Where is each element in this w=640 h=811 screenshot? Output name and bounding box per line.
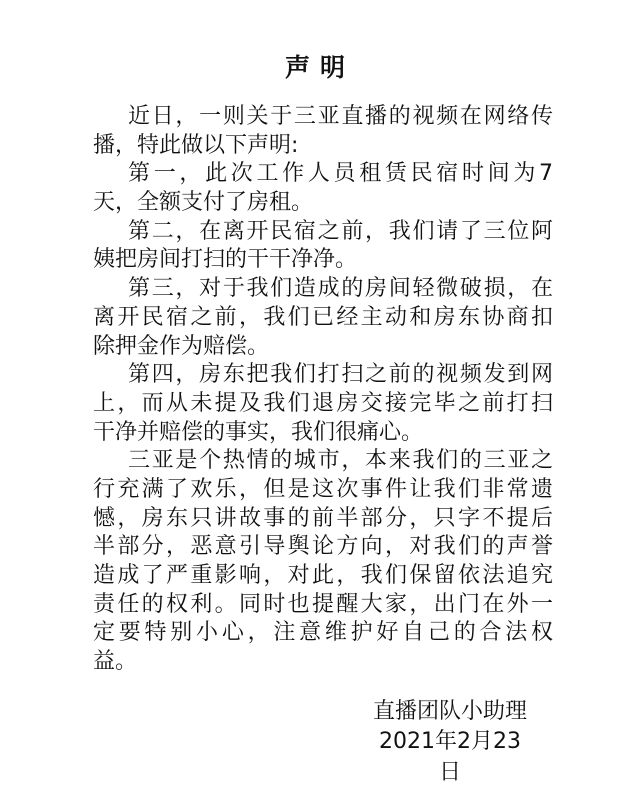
signature-name: 直播团队小助理	[372, 699, 527, 724]
text-line: 责任的权利。同时也提醒大家，出门在外一	[93, 591, 553, 617]
text-line: 播，特此做以下声明:	[93, 132, 299, 158]
document-title: 声明	[284, 53, 355, 82]
text-line: 除押金作为赔偿。	[93, 333, 270, 359]
text-line: 近日，一则关于三亚直播的视频在网络传	[128, 104, 553, 129]
text-line: 干净并赔偿的事实，我们很痛心。	[93, 419, 424, 445]
text-line: 第四，房东把我们打扫之前的视频发到网	[128, 362, 553, 388]
text-line: 上，而从未提及我们退房交接完毕之前打扫	[93, 390, 553, 416]
text-line: 益。	[93, 649, 138, 675]
text-line: 定要特别小心，注意维护好自己的合法权	[93, 620, 553, 646]
text-line: 半部分，恶意引导舆论方向，对我们的声誉	[93, 534, 553, 560]
text-line: 天，全额支付了房租。	[93, 190, 314, 216]
text-line: 离开民宿之前，我们已经主动和房东协商扣	[93, 304, 553, 330]
text-line: 造成了严重影响，对此，我们保留依法追究	[93, 563, 553, 588]
text-line: 第一，此次工作人员租赁民宿时间为7	[128, 161, 553, 187]
statement-body	[93, 103, 553, 677]
signature-date: 2021年2月23日	[379, 729, 521, 785]
text-line: 第三，对于我们造成的房间轻微破损，在	[128, 276, 553, 302]
text-line: 第二，在离开民宿之前，我们请了三位阿	[128, 218, 553, 244]
text-line: 憾，房东只讲故事的前半部分，只字不提后	[93, 505, 553, 531]
text-line: 三亚是个热情的城市，本来我们的三亚之	[128, 448, 553, 474]
text-line: 姨把房间打扫的干干净净。	[93, 247, 358, 273]
text-line: 行充满了欢乐，但是这次事件让我们非常遗	[93, 476, 553, 502]
